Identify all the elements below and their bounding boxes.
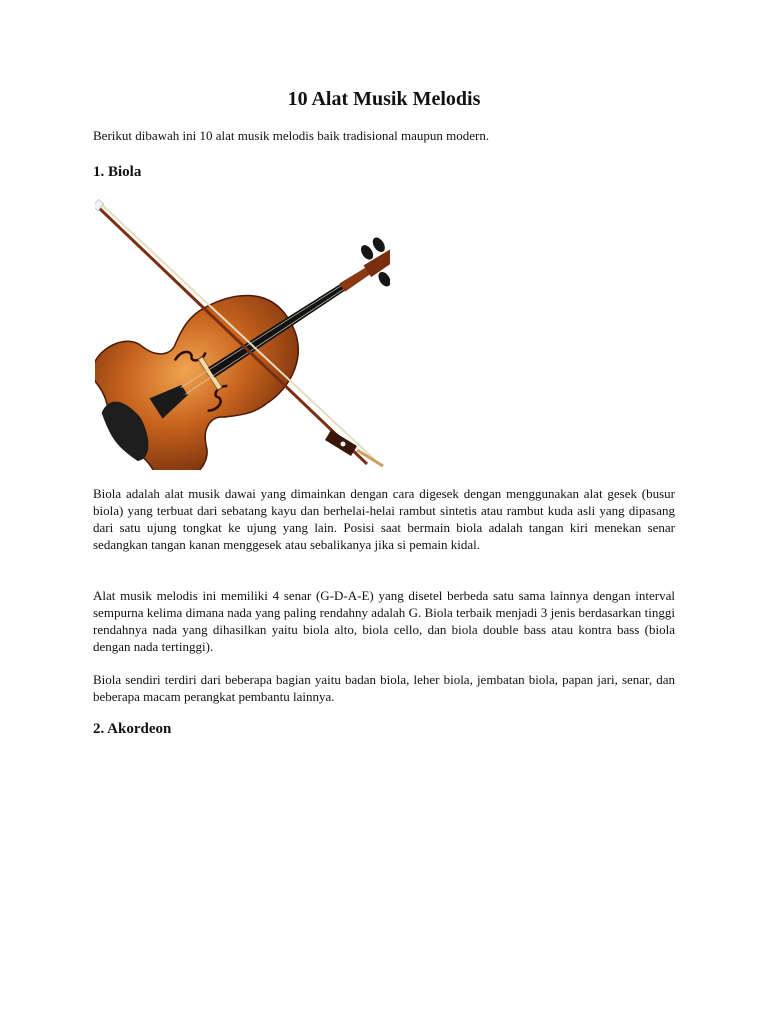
biola-paragraph-3: Biola sendiri terdiri dari beberapa bagian yaitu badan biola, leher biola, jembatan biola, papan jari, senar, dan beberapa macam perangkat pembantu lainnya. [93,672,675,704]
biola-paragraph-2: Alat musik melodis ini memiliki 4 senar (G-D-A-E) yang disetel berbeda satu sama lainnya dengan interval sempurna kelima dimana nada yang paling rendahny adalah G. Biola terbaik menjadi 3 jenis berdasarkan tinggi rendahnya nada yang dihasilkan yaitu biola alto, biola cello, dan biola double bass atau kontra bass (biola dengan nada tertinggi). [93,588,675,654]
section-heading-akordeon: 2. Akordeon [93,721,172,737]
biola-paragraph-1: Biola adalah alat musik dawai yang dimainkan dengan cara digesek dengan menggunakan alat gesek (busur biola) yang terbuat dari sebatang kayu dan berhelai-helai rambut sintetis atau rambut kuda asli yang dipasang dari satu ujung tongkat ke ujung yang lain. Posisi saat bermain biola adalah tangan kiri menekan senar sedangkan tangan kanan menggesek atau sebalikanya jika si pemain kidal. [93,486,675,552]
intro-text: Berikut dibawah ini 10 alat musik melodis baik tradisional maupun modern. [93,128,490,143]
violin-with-bow-icon [95,198,390,470]
document-title: 10 Alat Musik Melodis [287,88,481,110]
section-heading-biola: 1. Biola [93,164,142,180]
